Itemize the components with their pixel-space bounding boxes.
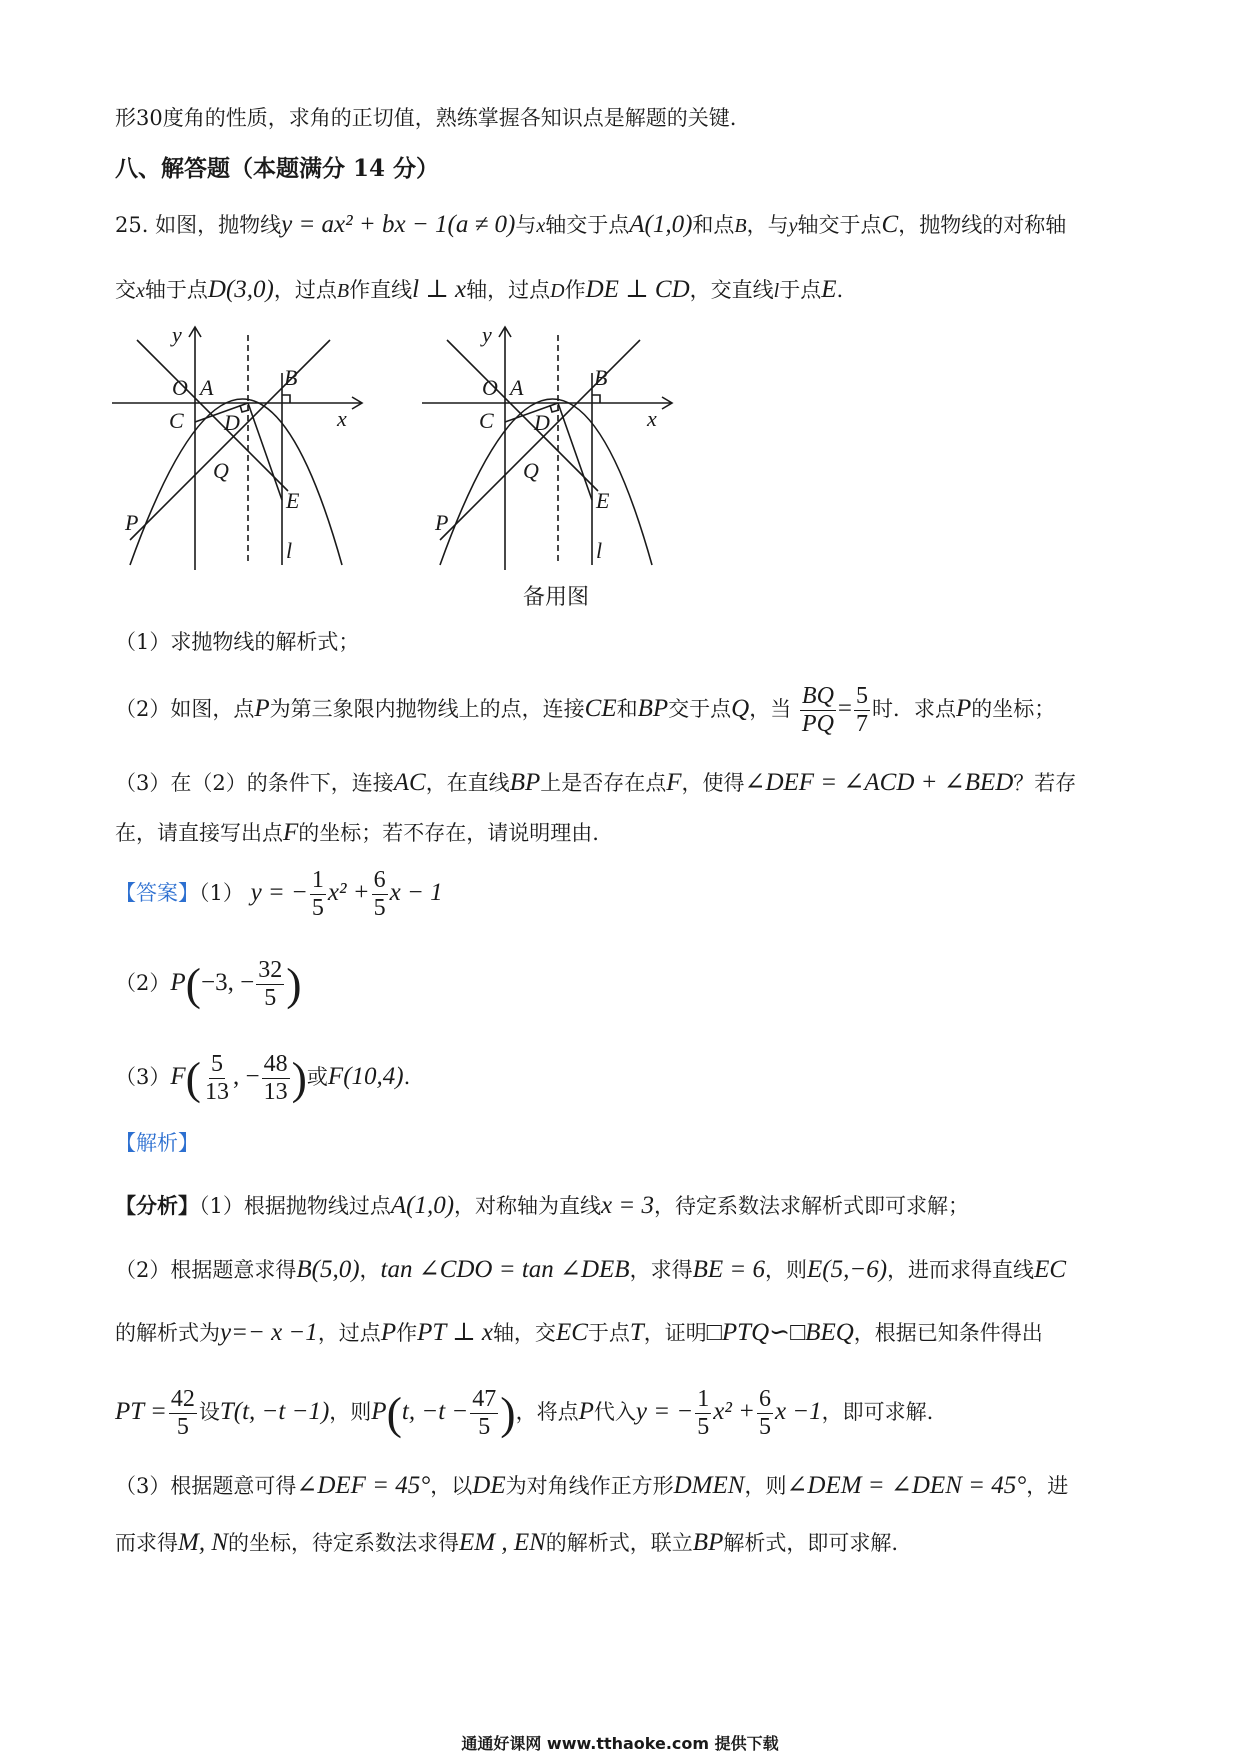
fraction-42-5 — [169, 1387, 197, 1440]
equation-part: y = − — [635, 1398, 694, 1426]
part-label: （3） — [115, 1065, 171, 1090]
question-1: （1）求抛物线的解析式； — [115, 630, 360, 654]
segment-BP: BP — [637, 695, 669, 723]
point-F: F(10,4) — [327, 1063, 404, 1091]
analysis-line-5 — [115, 1473, 1068, 1498]
text: 如图，抛物线 — [155, 213, 282, 237]
equation-part: y = − — [250, 879, 308, 907]
point-P: P — [956, 695, 972, 723]
label-A: A — [510, 375, 524, 400]
fraction-denominator: 13 — [204, 1079, 229, 1106]
fraction-numerator: 1 — [310, 868, 326, 895]
angle-equation: ∠DEM = ∠DEN = 45° — [786, 1472, 1027, 1499]
text: 作 — [396, 1321, 418, 1345]
text: 设 — [198, 1400, 220, 1425]
segment-CE: CE — [584, 695, 617, 723]
text: ， — [359, 1258, 381, 1282]
analysis-line-6 — [115, 1530, 898, 1555]
label-l: l — [596, 538, 603, 563]
text: ，交直线 — [689, 278, 774, 302]
fraction-47-5 — [470, 1387, 498, 1440]
point-D: D(3,0) — [207, 276, 274, 303]
text: ，则 — [329, 1400, 372, 1425]
fraction-5-13 — [203, 1052, 231, 1105]
ratio-5-7 — [854, 684, 870, 737]
coordinate: −3, − — [200, 969, 255, 997]
text: 的坐标； — [971, 697, 1056, 722]
figure-main — [112, 325, 372, 575]
text: 和点 — [692, 213, 735, 237]
problem-line-2 — [115, 277, 843, 302]
analysis-line-4 — [115, 1387, 933, 1440]
var-x: x — [136, 280, 145, 302]
text: 或 — [306, 1065, 328, 1090]
text: 于点 — [779, 278, 822, 302]
answer-part-3 — [115, 1052, 410, 1105]
line-BP — [440, 340, 640, 540]
text: ，当 — [749, 697, 792, 722]
analysis-line-1 — [115, 1193, 969, 1218]
var-y: y — [788, 215, 798, 237]
text: 交于点 — [668, 697, 732, 722]
text: ，对称轴为直线 — [454, 1194, 602, 1218]
tan-equation: tan ∠CDO = tan ∠DEB — [380, 1256, 630, 1283]
equation-part: x −1 — [774, 1398, 822, 1426]
fraction-denominator: 5 — [373, 895, 386, 922]
fraction-numerator: 32 — [256, 958, 284, 985]
paren-close: ) — [286, 958, 302, 1010]
text: 与 — [515, 213, 537, 237]
answer-part-2 — [115, 958, 302, 1011]
problem-number: 25. — [115, 213, 149, 237]
point-A: A(1,0) — [629, 211, 693, 238]
label-l: l — [286, 538, 293, 563]
figure-geometry — [422, 327, 672, 570]
text: ，进 — [1026, 1474, 1069, 1498]
fraction-32-5 — [256, 958, 284, 1011]
question-2 — [115, 684, 1055, 737]
fraction-numerator: 48 — [262, 1052, 290, 1079]
text: 而求得 — [115, 1531, 178, 1555]
text: 的坐标，待定系数法求得 — [228, 1531, 459, 1555]
text: ，根据已知条件得出 — [853, 1321, 1043, 1345]
text: 解析式，即可求解. — [723, 1531, 899, 1555]
text: 上是否存在点 — [540, 771, 667, 795]
perpendicular-PT: PT ⊥ x — [417, 1319, 493, 1346]
text: 时．求点 — [872, 697, 957, 722]
text: 轴于点 — [144, 278, 208, 302]
fraction-6-5 — [372, 868, 388, 921]
section-heading: 八、解答题（本题满分 14 分） — [115, 155, 440, 182]
equals: = — [837, 695, 853, 723]
point-F: F — [170, 1063, 186, 1091]
fraction-numerator: 42 — [169, 1387, 197, 1414]
point-F: F — [666, 769, 682, 796]
text: ，待定系数法求解析式即可求解； — [654, 1194, 970, 1218]
equation: x = 3 — [601, 1192, 655, 1219]
angle-condition: ∠DEF = ∠ACD + ∠BED — [744, 769, 1014, 796]
label-x: x — [337, 406, 347, 431]
point-P: P — [254, 695, 270, 723]
text: 交 — [115, 278, 136, 302]
text: （1）根据抛物线过点 — [199, 1194, 391, 1218]
text: 在，请直接写出点 — [115, 821, 283, 845]
coordinate: t, −t − — [401, 1398, 469, 1426]
fraction-denominator: 5 — [478, 1414, 491, 1441]
point-F: F — [283, 819, 299, 846]
fraction-denominator: PQ — [801, 711, 834, 738]
text: 和 — [616, 697, 638, 722]
equation-part: x² + — [327, 879, 370, 907]
fraction-denominator: 5 — [758, 1414, 771, 1441]
line-BP: BP — [509, 769, 541, 796]
label-y: y — [172, 325, 182, 347]
problem-line-1 — [115, 212, 1066, 237]
equation: BE = 6 — [692, 1256, 766, 1283]
fraction-denominator: 5 — [264, 985, 277, 1012]
label-y: y — [482, 325, 492, 347]
text: . — [403, 1065, 411, 1090]
fraction-numerator: 6 — [757, 1387, 773, 1414]
text: ，以 — [430, 1474, 473, 1498]
text: ，过点 — [273, 278, 337, 302]
text: ，即可求解. — [821, 1400, 934, 1425]
point-P: P — [170, 969, 186, 997]
paren-open: ( — [185, 1052, 201, 1104]
fx-tag: 【分析】 — [115, 1193, 199, 1218]
fraction-numerator: 6 — [372, 868, 388, 895]
ratio-BQ-PQ — [800, 684, 836, 737]
text: 轴交于点 — [545, 213, 630, 237]
analysis-line-2 — [115, 1257, 1066, 1282]
point-Q: Q — [731, 695, 750, 723]
line-EC: EC — [555, 1319, 588, 1346]
text: 为第三象限内抛物线上的点，连接 — [269, 697, 585, 722]
question-3-line-1 — [115, 770, 1076, 795]
similar-triangles: □PTQ∽□BEQ — [706, 1319, 854, 1346]
fraction-numerator: 1 — [695, 1387, 711, 1414]
figure-geometry — [112, 327, 362, 570]
label-E: E — [286, 488, 300, 513]
text: （2）如图，点 — [115, 697, 255, 722]
footer-watermark[interactable]: 通通好课网 www.tthaoke.com 提供下载 — [461, 1734, 779, 1753]
label-Q: Q — [213, 458, 229, 483]
lines-EM-EN: EM , EN — [459, 1529, 546, 1556]
points-M-N: M, N — [178, 1529, 228, 1556]
text: 轴，过点 — [466, 278, 551, 302]
text: （2）根据题意求得 — [115, 1258, 297, 1282]
figure-caption: 备用图 — [523, 585, 590, 610]
var-x: x — [536, 215, 546, 237]
fraction-1-5 — [695, 1387, 711, 1440]
question-3-line-2 — [115, 820, 599, 845]
text: ，则 — [765, 1258, 808, 1282]
label-O: O — [482, 375, 498, 400]
text: 轴，交 — [492, 1321, 556, 1345]
text: （3）根据题意可得 — [115, 1474, 297, 1498]
text: 的解析式为 — [115, 1321, 220, 1345]
equation: PT = — [115, 1398, 167, 1426]
line-BP — [130, 340, 330, 540]
text: ，抛物线的对称轴 — [898, 213, 1067, 237]
point-T: T(t, −t −1) — [219, 1398, 330, 1426]
text: 作 — [564, 278, 586, 302]
point-A: A(1,0) — [390, 1192, 455, 1219]
fraction-1-5 — [310, 868, 326, 921]
label-P: P — [125, 510, 139, 535]
fraction-numerator: BQ — [800, 684, 836, 711]
fraction-6-5 — [757, 1387, 773, 1440]
equation: y=− x −1 — [220, 1319, 318, 1346]
line-l: l — [773, 280, 780, 302]
equation-part: x² + — [713, 1398, 755, 1426]
point-D: D — [550, 280, 565, 302]
label-P: P — [435, 510, 449, 535]
analysis-line-3 — [115, 1320, 1043, 1345]
fraction-denominator: 5 — [176, 1414, 189, 1441]
point-E: E(5,−6) — [807, 1256, 888, 1283]
perpendicular-DE-CD: DE ⊥ CD — [585, 276, 690, 303]
point-P: P — [380, 1319, 397, 1346]
text: ，与 — [746, 213, 789, 237]
point-B: B — [336, 280, 350, 302]
text: ，在直线 — [425, 771, 510, 795]
text: 代入 — [593, 1400, 636, 1425]
line-EC: EC — [1034, 1256, 1067, 1283]
label-E: E — [596, 488, 610, 513]
point-P: P — [578, 1398, 594, 1426]
fraction-numerator: 47 — [470, 1387, 498, 1414]
text: 的解析式，联立 — [545, 1531, 693, 1555]
equation-part: x − 1 — [389, 879, 443, 907]
fraction-denominator: 5 — [697, 1414, 710, 1441]
text: 轴交于点 — [797, 213, 882, 237]
text: ？若存 — [1013, 771, 1077, 795]
label-C: C — [479, 408, 494, 433]
text: 的坐标；若不存在，请说明理由. — [298, 821, 599, 845]
text: ，使得 — [681, 771, 745, 795]
text: ，则 — [744, 1474, 787, 1498]
fraction-numerator: 5 — [209, 1052, 225, 1079]
figure-spare — [422, 325, 682, 575]
text: ，进而求得直线 — [887, 1258, 1035, 1282]
label-O: O — [172, 375, 188, 400]
paren-open: ( — [185, 958, 201, 1010]
fraction-denominator: 13 — [263, 1079, 288, 1106]
part-label: （1） — [199, 881, 244, 906]
text: 为对角线作正方形 — [505, 1474, 674, 1498]
intro-text: 形30度角的性质，求角的正切值，熟练掌握各知识点是解题的关键. — [115, 106, 737, 130]
text: ，证明 — [643, 1321, 707, 1345]
segment-DE: DE — [472, 1472, 506, 1499]
square-DMEN: DMEN — [673, 1472, 745, 1499]
right-angle-B — [592, 395, 600, 403]
paren-close: ) — [500, 1387, 516, 1439]
part-label: （2） — [115, 971, 171, 996]
paren-open: ( — [386, 1387, 402, 1439]
right-angle-B — [282, 395, 290, 403]
point-P: P — [371, 1398, 387, 1426]
point-B: B — [734, 215, 747, 237]
angle-equation: ∠DEF = 45° — [296, 1472, 431, 1499]
fraction-denominator: 5 — [311, 895, 324, 922]
text: ，过点 — [317, 1321, 381, 1345]
text: 于点 — [587, 1321, 630, 1345]
analysis-tag: 【解析】 — [115, 1131, 199, 1155]
fraction-denominator: 7 — [856, 711, 869, 738]
text: 作直线 — [349, 278, 413, 302]
text: ，将点 — [515, 1400, 579, 1425]
label-Q: Q — [523, 458, 539, 483]
paren-close: ) — [291, 1052, 307, 1104]
fraction-48-13 — [262, 1052, 290, 1105]
separator: , − — [232, 1063, 260, 1091]
label-C: C — [169, 408, 184, 433]
line-l: l ⊥ x — [412, 276, 467, 303]
text: （3）在（2）的条件下，连接 — [115, 771, 394, 795]
parabola-equation: y = ax² + bx − 1(a ≠ 0) — [281, 211, 516, 238]
answer-tag: 【答案】 — [115, 881, 199, 906]
segment-AC: AC — [393, 769, 426, 796]
label-A: A — [200, 375, 214, 400]
point-E: E — [821, 276, 837, 303]
label-D: D — [224, 410, 240, 435]
label-D: D — [534, 410, 550, 435]
point-T: T — [629, 1319, 644, 1346]
point-B: B(5,0) — [296, 1256, 360, 1283]
point-C: C — [881, 211, 899, 238]
line-BP: BP — [692, 1529, 724, 1556]
answer-part-1 — [115, 868, 443, 921]
fraction-numerator: 5 — [854, 684, 870, 711]
text: . — [836, 278, 844, 302]
label-B: B — [594, 365, 608, 390]
text: ，求得 — [629, 1258, 693, 1282]
label-B: B — [284, 365, 298, 390]
label-x: x — [647, 406, 657, 431]
